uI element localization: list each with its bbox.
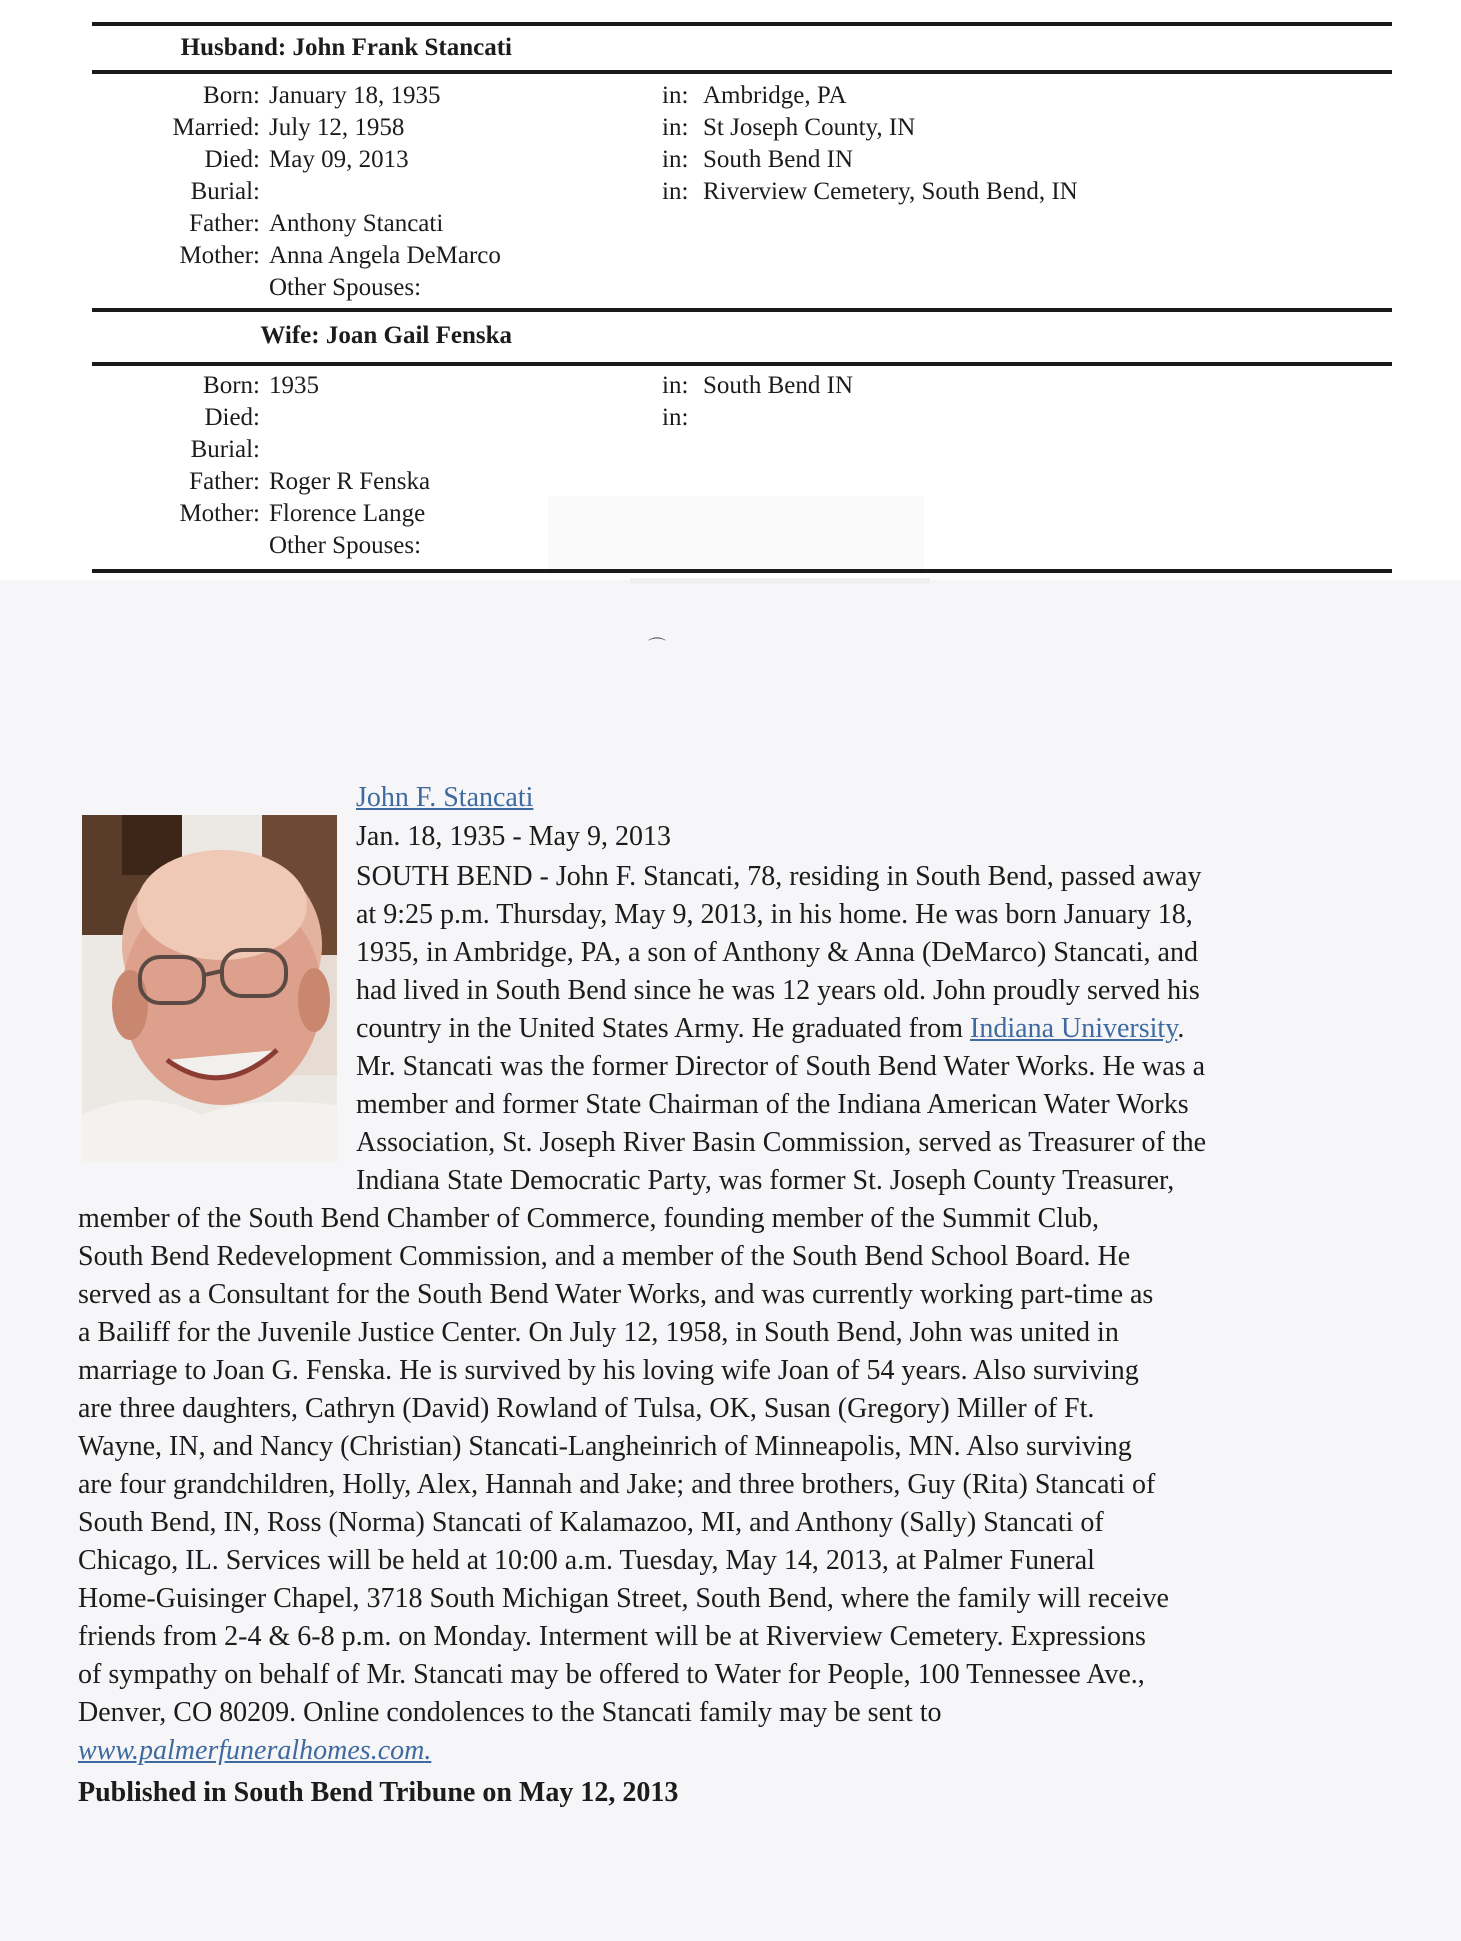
obituary-line: Wayne, IN, and Nancy (Christian) Stancati-Langheinrich of Minneapolis, MN. Also surviving <box>78 1431 1132 1462</box>
husband-rule <box>92 70 1392 74</box>
obituary-dates: Jan. 18, 1935 - May 9, 2013 <box>356 821 671 852</box>
fact-label: Mother: <box>179 500 260 527</box>
obituary-text: country in the United States Army. He graduated from <box>356 1013 971 1044</box>
place-label: in: <box>662 146 689 173</box>
obituary-line: friends from 2-4 & 6-8 p.m. on Monday. Interment will be at Riverview Cemetery. Expressions <box>78 1621 1146 1652</box>
fact-row <box>92 208 260 240</box>
obituary-line: South Bend Redevelopment Commission, and a member of the South Bend School Board. He <box>78 1241 1131 1272</box>
fact-value: Florence Lange <box>269 500 426 527</box>
fact-value: July 12, 1958 <box>269 114 405 141</box>
obituary-line: had lived in South Bend since he was 12 years old. John proudly served his <box>356 975 1200 1006</box>
fact-value: May 09, 2013 <box>269 146 409 173</box>
indiana-university-link[interactable]: Indiana University <box>970 1013 1178 1044</box>
obituary-text: . <box>1177 1013 1185 1044</box>
fact-row <box>92 498 260 530</box>
fact-label: Burial: <box>190 178 260 205</box>
fact-label: Died: <box>204 146 260 173</box>
fact-value: Anna Angela DeMarco <box>269 242 501 269</box>
fact-label: Father: <box>189 210 260 237</box>
obituary-line: Home-Guisinger Chapel, 3718 South Michigan Street, South Bend, where the family will receive <box>78 1583 1169 1614</box>
place-label: in: <box>662 178 689 205</box>
obituary-line: of sympathy on behalf of Mr. Stancati may be offered to Water for People, 100 Tennessee Ave., <box>78 1659 1145 1690</box>
place-value: Ambridge, PA <box>703 82 847 109</box>
fact-row <box>92 240 260 272</box>
fact-value: January 18, 1935 <box>269 82 441 109</box>
place-value: Riverview Cemetery, South Bend, IN <box>703 178 1078 205</box>
fact-label: Born: <box>203 372 260 399</box>
obituary-line: Indiana State Democratic Party, was former St. Joseph County Treasurer, <box>356 1165 1175 1196</box>
bottom-rule <box>92 569 1392 573</box>
fact-row <box>92 434 260 466</box>
scan-mark: ⌒ <box>648 637 666 657</box>
fact-row <box>92 176 260 208</box>
fact-label: Burial: <box>190 436 260 463</box>
place-value: St Joseph County, IN <box>703 114 916 141</box>
fact-label: Born: <box>203 82 260 109</box>
fact-row <box>92 80 260 112</box>
place-value: South Bend IN <box>703 372 853 399</box>
published-note: Published in South Bend Tribune on May 12, 2013 <box>78 1777 679 1808</box>
obituary-line: marriage to Joan G. Fenska. He is survived by his loving wife Joan of 54 years. Also surviving <box>78 1355 1139 1386</box>
obituary-line: member of the South Bend Chamber of Commerce, founding member of the Summit Club, <box>78 1203 1100 1234</box>
place-label: in: <box>662 372 689 399</box>
fact-row <box>92 402 260 434</box>
fact-row <box>92 144 260 176</box>
obituary-body <box>78 858 1400 1770</box>
funeral-home-website-link[interactable]: www.palmerfuneralhomes.com <box>78 1735 425 1766</box>
place-value: South Bend IN <box>703 146 853 173</box>
obituary-line: 1935, in Ambridge, PA, a son of Anthony & Anna (DeMarco) Stancati, and <box>356 937 1198 968</box>
obituary-line: Mr. Stancati was the former Director of South Bend Water Works. He was a <box>356 1051 1206 1082</box>
wife-rule <box>92 362 1392 366</box>
top-rule <box>92 22 1392 26</box>
place-label: in: <box>662 114 689 141</box>
fact-value: Roger R Fenska <box>269 468 431 495</box>
place-label: in: <box>662 404 689 431</box>
website-line <box>78 1732 1400 1770</box>
fact-row <box>92 370 260 402</box>
obituary-text: . <box>424 1735 432 1766</box>
obituary-line: Denver, CO 80209. Online condolences to the Stancati family may be sent to <box>78 1697 942 1728</box>
obituary-line: SOUTH BEND - John F. Stancati, 78, residing in South Bend, passed away <box>356 861 1202 892</box>
wife-label: Wife: <box>260 322 320 349</box>
scan-artifact <box>548 496 924 574</box>
fact-label: Mother: <box>179 242 260 269</box>
obituary-line: South Bend, IN, Ross (Norma) Stancati of Kalamazoo, MI, and Anthony (Sally) Stancati of <box>78 1507 1104 1538</box>
fact-label: Died: <box>204 404 260 431</box>
wife-name: Joan Gail Fenska <box>325 322 512 349</box>
husband-name: John Frank Stancati <box>292 34 512 61</box>
husband-other-spouses: Other Spouses: <box>269 274 422 301</box>
fact-value: Anthony Stancati <box>269 210 444 237</box>
scan-artifact <box>630 578 930 584</box>
obituary-line: at 9:25 p.m. Thursday, May 9, 2013, in his home. He was born January 18, <box>356 899 1193 930</box>
obituary-line: member and former State Chairman of the Indiana American Water Works <box>356 1089 1189 1120</box>
obituary-name-link[interactable]: John F. Stancati <box>356 782 534 813</box>
obituary-line-with-link <box>78 1010 1400 1048</box>
fact-value: 1935 <box>269 372 319 399</box>
fact-row <box>92 466 260 498</box>
obituary-line: are three daughters, Cathryn (David) Rowland of Tulsa, OK, Susan (Gregory) Miller of Ft. <box>78 1393 1095 1424</box>
obituary-line: served as a Consultant for the South Bend Water Works, and was currently working part-time as <box>78 1279 1154 1310</box>
wife-other-spouses: Other Spouses: <box>269 532 422 559</box>
husband-label: Husband: <box>180 34 287 61</box>
obituary-line: are four grandchildren, Holly, Alex, Hannah and Jake; and three brothers, Guy (Rita) Stancati of <box>78 1469 1156 1500</box>
fact-row <box>92 112 260 144</box>
obituary-line: Chicago, IL. Services will be held at 10:00 a.m. Tuesday, May 14, 2013, at Palmer Funeral <box>78 1545 1095 1576</box>
wife-top-rule <box>92 308 1392 312</box>
fact-label: Married: <box>172 114 260 141</box>
place-label: in: <box>662 82 689 109</box>
obituary-line: a Bailiff for the Juvenile Justice Center. On July 12, 1958, in South Bend, John was united in <box>78 1317 1119 1348</box>
wife-heading <box>92 322 512 350</box>
obituary-line: Association, St. Joseph River Basin Commission, served as Treasurer of the <box>356 1127 1207 1158</box>
fact-label: Father: <box>189 468 260 495</box>
husband-heading <box>92 34 512 62</box>
